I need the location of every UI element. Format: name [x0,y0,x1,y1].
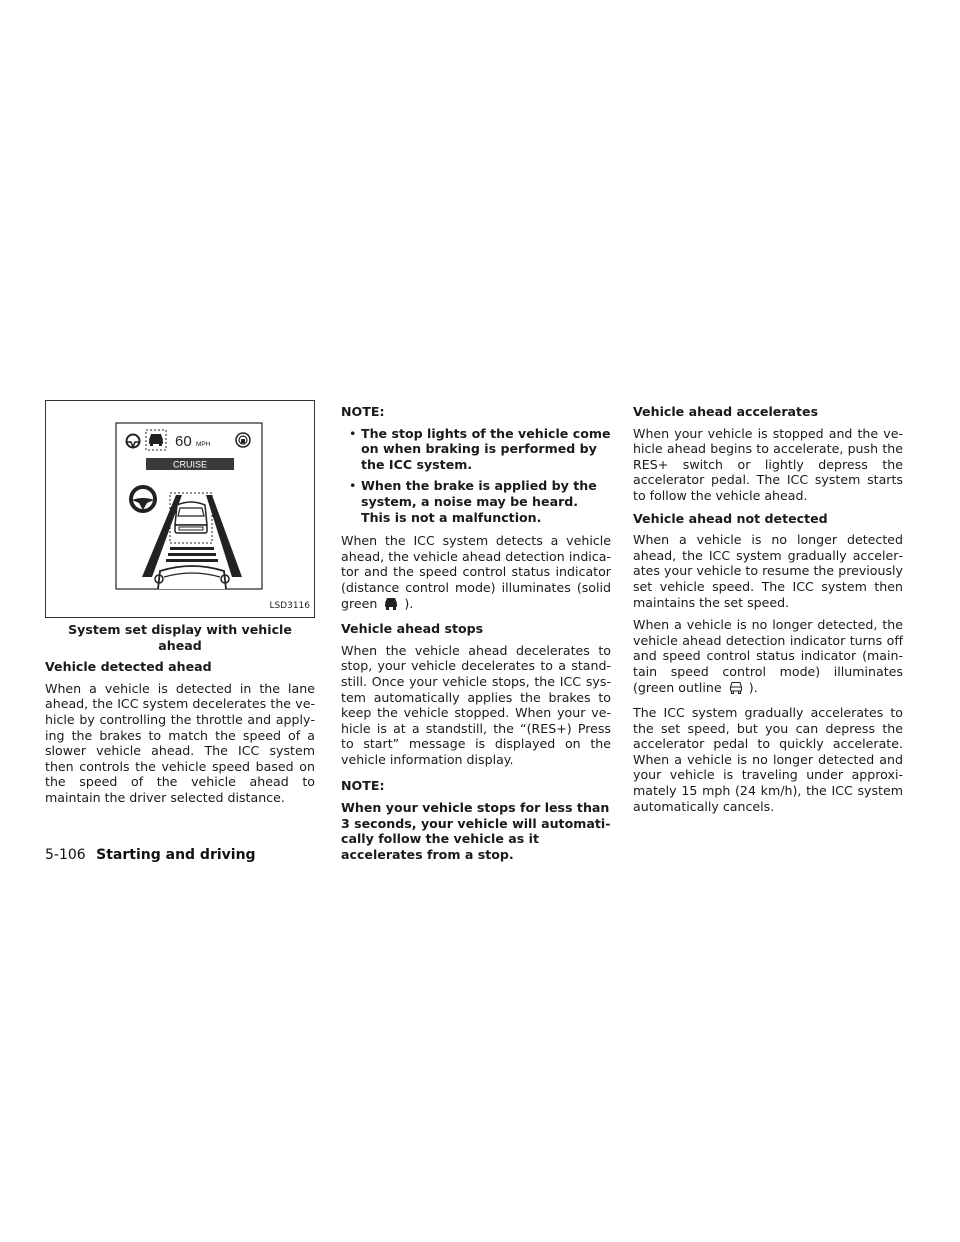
icc-display-figure [45,400,315,618]
vehicle-ahead-solid-icon [384,597,398,615]
vehicle-ahead-icon [149,434,163,446]
paragraph-icc-detects-text: When the ICC system detects a vehicle ahead, the vehicle ahead detection indicator and the speed control status indicator (distance control mode) illuminates (solid green [341,533,611,611]
note-label: NOTE: [341,404,385,419]
paragraph-vehicle-stops: When the vehicle ahead decelerates to stop, your vehicle decelerates to a standstill. Once your vehicle stops, the ICC system automatically applies the brakes to keep the vehicle stopped. When your vehicle is at a standstill, the “(RES+) Press to start” message is displayed on the vehicle information display. [341,642,611,767]
own-vehicle-drawing [155,566,229,589]
column-1 [45,400,315,813]
note-bullet-1: • The stop lights of the vehicle come on when braking is performed by the ICC system. [341,426,611,473]
distance-bar-2 [168,553,216,556]
cruise-status-text: CRUISE [172,459,208,470]
heading-vehicle-ahead-accelerates: Vehicle ahead accelerates [633,404,819,419]
paragraph-indicator-off-text: When a vehicle is no longer detected, the vehicle ahead detection indicator turns off and speed control status indicator (maintain speed control mode) illuminates (green outline [633,617,903,695]
vehicle-ahead-drawing [175,502,207,533]
steering-wheel-small-icon [127,435,140,448]
paragraph-vehicle-accelerates: When your vehicle is stopped and the vehicle ahead begins to accelerate, push the RES+ switch or lightly depress the accelerator pedal. The ICC system starts to follow the vehicle ahead. [633,425,903,503]
page-footer [45,847,256,863]
figure-code: LSD3116 [269,601,310,612]
paragraph-indicator-off [633,617,903,698]
paragraph-icc-detects [341,533,611,614]
column-3 [633,404,903,821]
note-stop-less-than-3s: When your vehicle stops for less than 3 seconds, your vehicle will automatically follow the vehicle as it accelerates from a stop. [341,800,611,862]
steering-wheel-icon [131,487,155,511]
heading-vehicle-detected-ahead: Vehicle detected ahead [45,659,212,675]
set-speed-value: 60 [175,433,192,450]
note-label-2: NOTE: [341,778,385,794]
right-lane-line [206,495,242,577]
note-bullet-list [341,426,611,526]
page-number: 5-106 [45,847,86,863]
distance-bar-1 [170,547,214,550]
distance-bar-3 [166,559,218,562]
section-title: Starting and driving [96,847,256,863]
vehicle-outline-icon [729,681,743,699]
paragraph-indicator-off-end: ). [748,679,758,695]
figure-caption: System set display with vehicle ahead [68,622,292,653]
note-bullet-2: • When the brake is applied by the system, a noise may be heard. This is not a malfunction. [341,478,611,525]
paragraph-not-detected: When a vehicle is no longer detected ahead, the ICC system gradually accelerates your vehicle to resume the previously set vehicle speed. The ICC system then maintains the set speed. [633,532,903,610]
heading-vehicle-ahead-stops: Vehicle ahead stops [341,621,484,637]
heading-vehicle-ahead-not-detected: Vehicle ahead not detected [633,510,828,526]
speed-unit: MPH [196,441,211,448]
paragraph-gradually-accelerates: The ICC system gradually accelerates to the set speed, but you can depress the accelerator pedal to quickly accelerate. When a vehicle is no longer detected and your vehicle is traveling under approximately 15 mph (24 km/h), the ICC system automatically cancels. [633,705,903,814]
paragraph-vehicle-detected: When a vehicle is detected in the lane ahead, the ICC system decelerates the vehicle by controlling the throttle and applying the brakes to match the speed of a slower vehicle ahead. The ICC system then controls the vehicle speed based on the speed of the vehicle ahead to maintain the driver selected distance. [45,680,315,805]
left-lane-line [142,495,182,577]
cruise-display-illustration [46,401,314,617]
column-2 [341,404,611,869]
paragraph-icc-detects-end: ). [404,595,414,611]
lane-assist-icon [236,433,250,447]
